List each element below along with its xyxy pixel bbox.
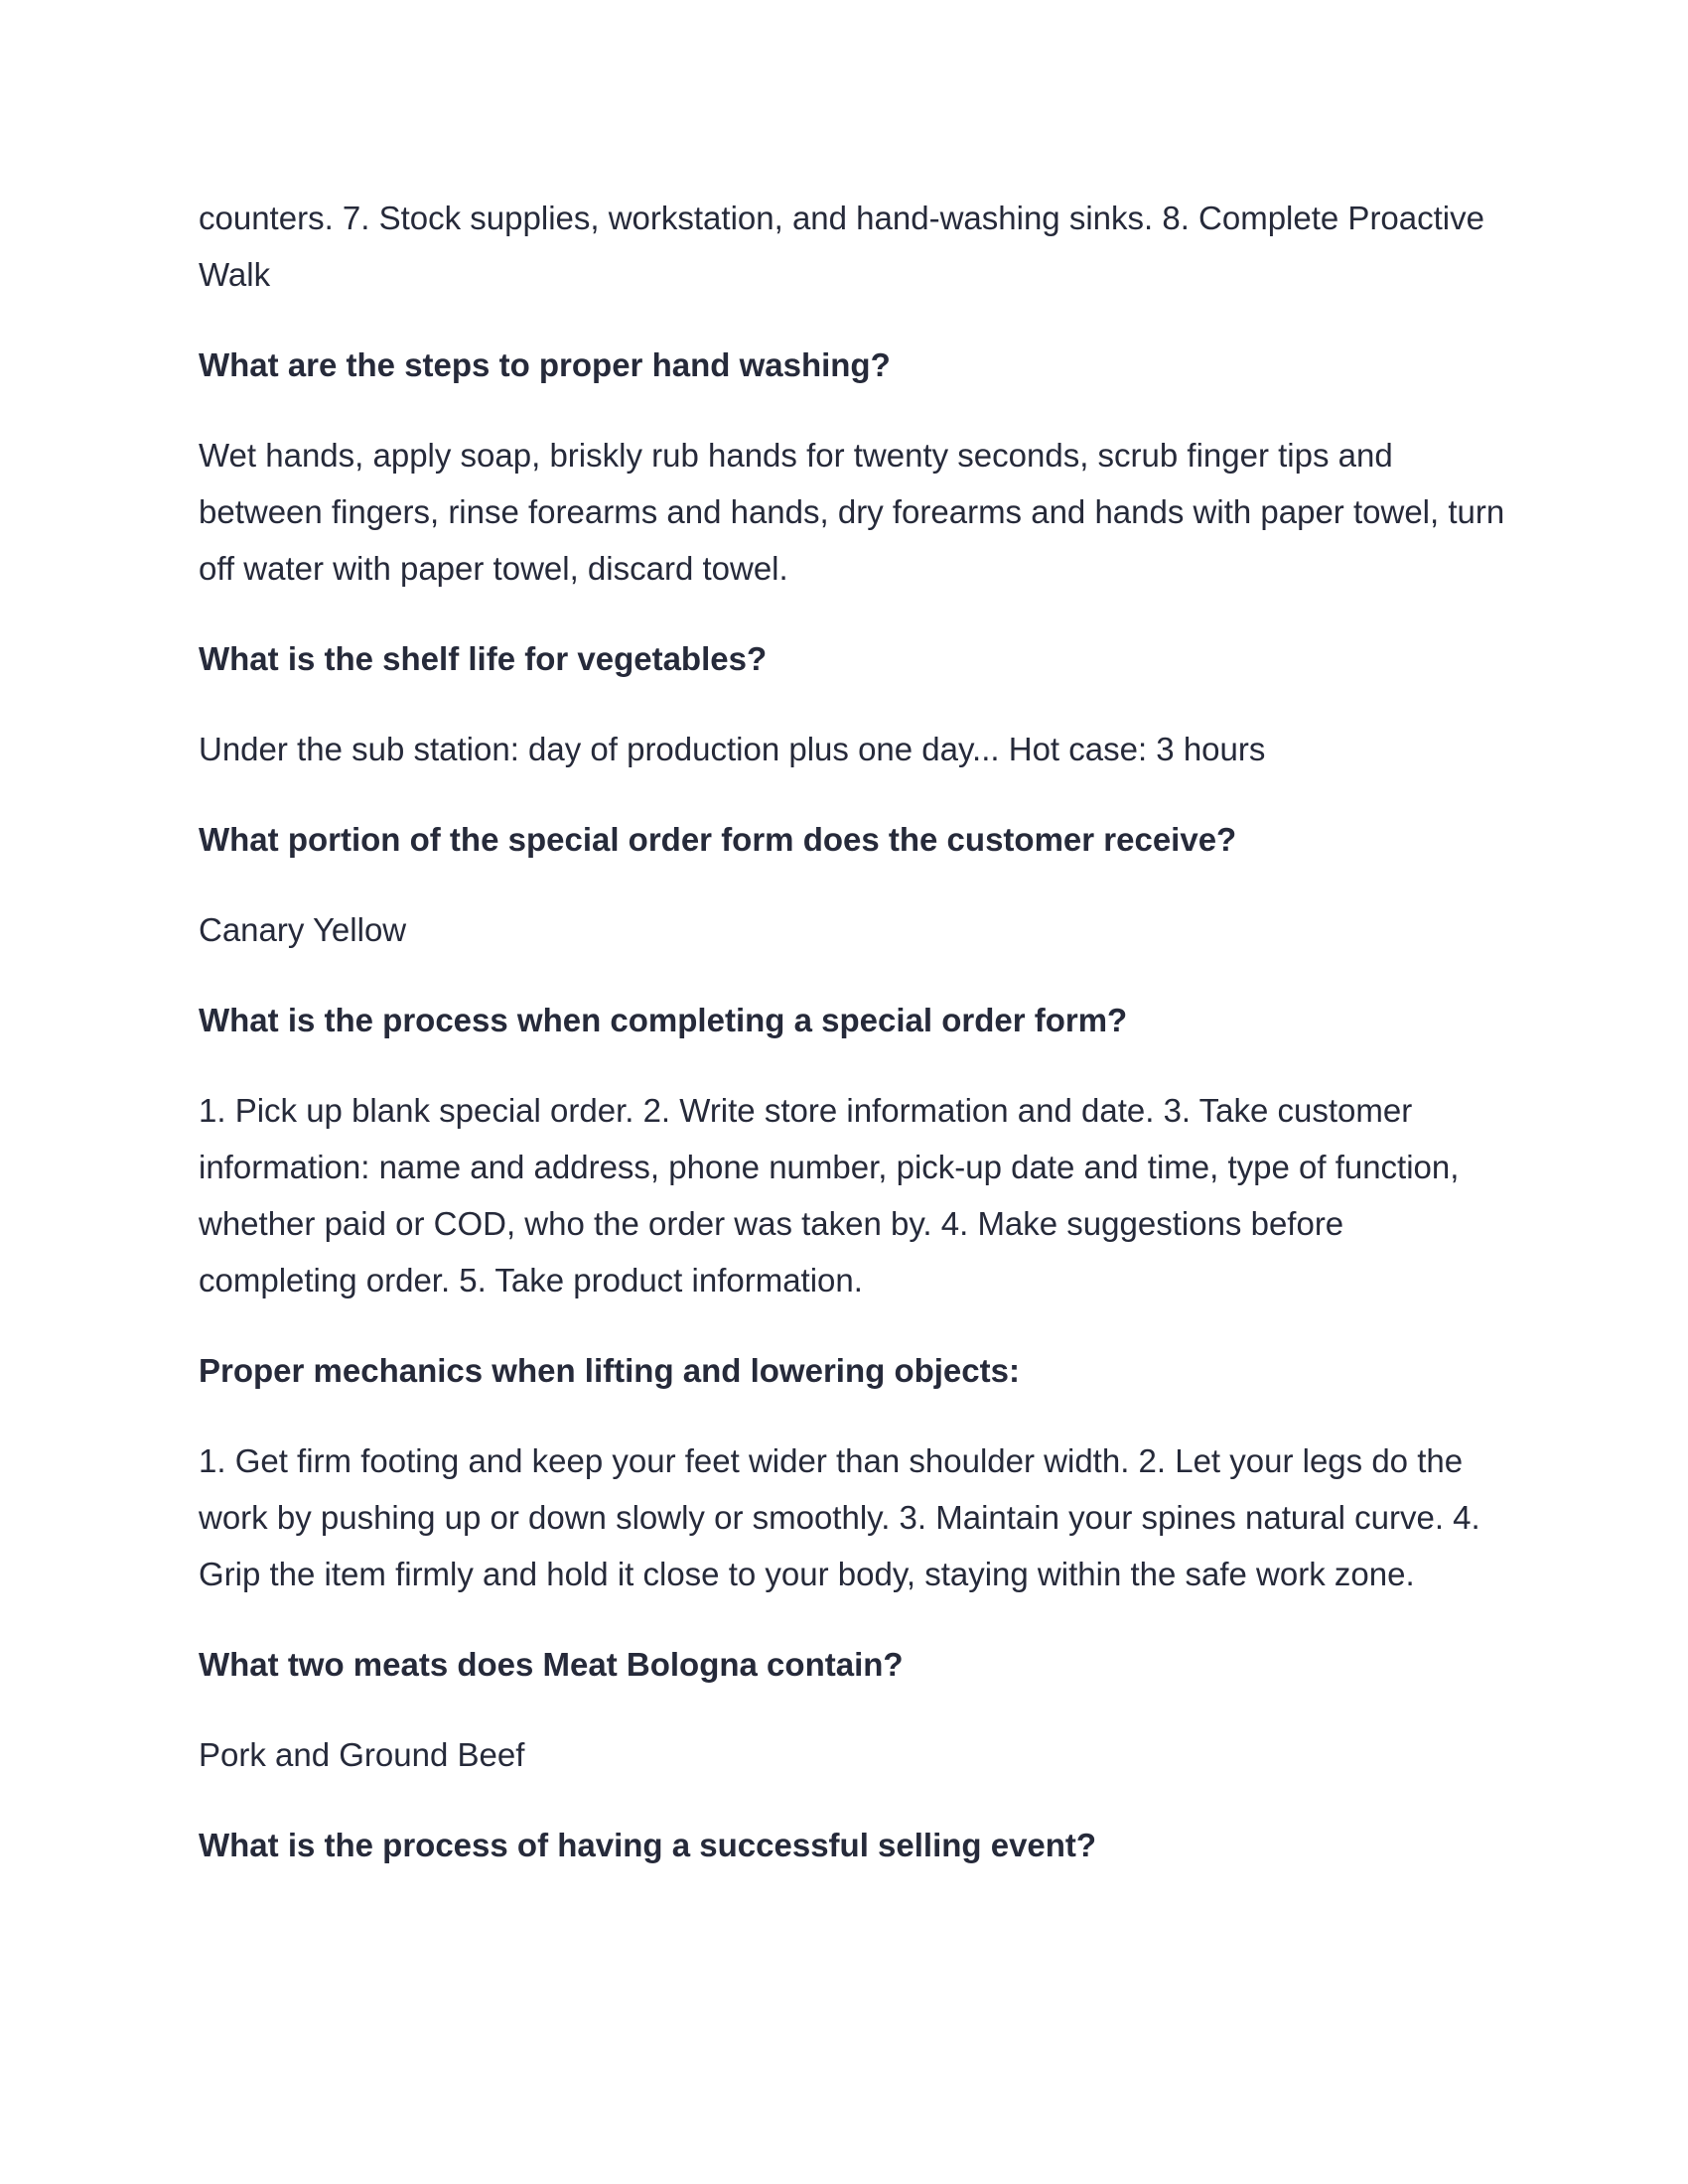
document-content: [199, 190, 1509, 1907]
answer-meat-bologna: Pork and Ground Beef: [199, 1736, 525, 1773]
question-vegetable-shelf-life: What is the shelf life for vegetables?: [199, 640, 768, 677]
answer-special-order-process: 1. Pick up blank special order. 2. Write store information and date. 3. Take customer information: name and address, phone number, pick-up date and time, type of function, whether paid or COD, who the order was taken by. 4. Make suggestions before completing order. 5. Take product information.: [199, 1092, 1460, 1298]
question-hand-washing: What are the steps to proper hand washing?: [199, 346, 891, 383]
question-lifting-mechanics: Proper mechanics when lifting and lowering objects:: [199, 1352, 1020, 1389]
answer-lifting-mechanics: 1. Get firm footing and keep your feet wider than shoulder width. 2. Let your legs do the work by pushing up or down slowly or smoothly. 3. Maintain your spines natural curve. 4. Grip the item firmly and hold it close to your body, staying within the safe work zone.: [199, 1442, 1480, 1592]
question-special-order-portion: What portion of the special order form does the customer receive?: [199, 821, 1237, 858]
question-selling-event: What is the process of having a successful selling event?: [199, 1827, 1097, 1863]
answer-hand-washing: Wet hands, apply soap, briskly rub hands for twenty seconds, scrub finger tips and between fingers, rinse forearms and hands, dry forearms and hands with paper towel, turn off water with paper towel, discard towel.: [199, 437, 1505, 587]
answer-special-order-portion: Canary Yellow: [199, 911, 407, 948]
question-meat-bologna: What two meats does Meat Bologna contain?: [199, 1646, 904, 1683]
question-special-order-process: What is the process when completing a special order form?: [199, 1002, 1128, 1038]
intro-paragraph: counters. 7. Stock supplies, workstation, and hand-washing sinks. 8. Complete Proactive Walk: [199, 200, 1484, 293]
answer-vegetable-shelf-life: Under the sub station: day of production plus one day... Hot case: 3 hours: [199, 731, 1266, 767]
